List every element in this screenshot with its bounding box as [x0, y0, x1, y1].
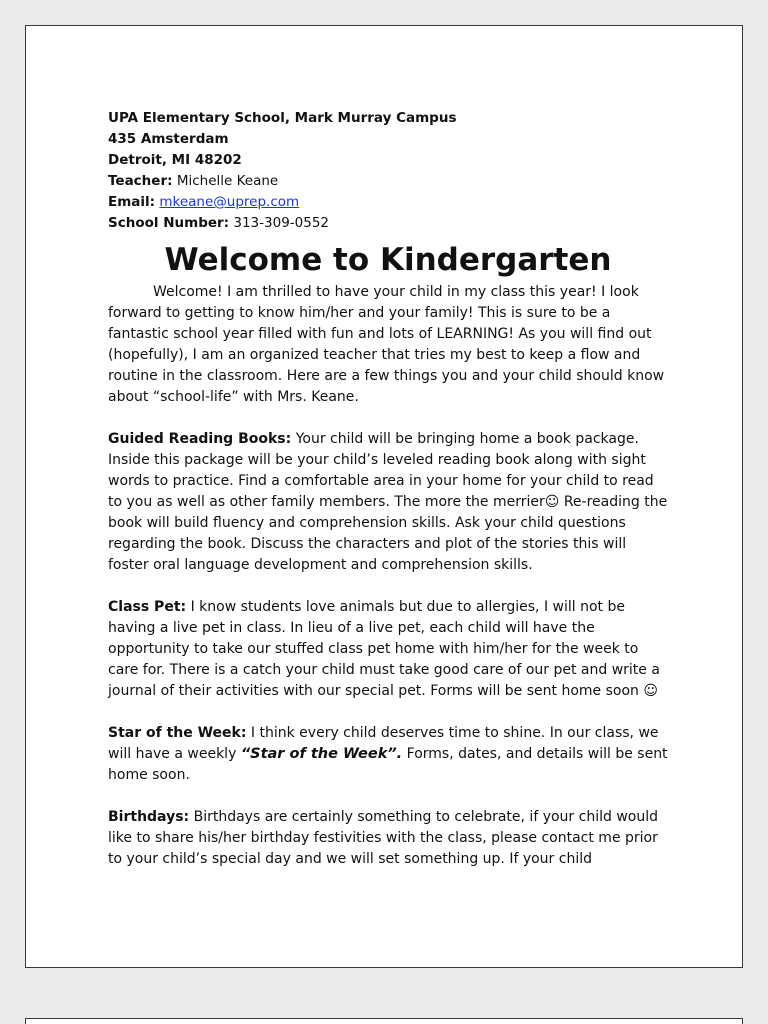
birthdays-text: Birthdays are certainly something to celebrate, if your child would like to share his/her birthday festivities with the class, please contact me prior to your child’s special day and we will set something up. If your child [108, 809, 658, 867]
star-of-week-heading: Star of the Week: [108, 725, 247, 741]
intro-paragraph: Welcome! I am thrilled to have your child in my class this year! I look forward to getting to know him/her and your family! This is sure to be a fantastic school year filled with fun and lots of LEARNING! As you will find out (hopefully), I am an organized teacher that tries my best to keep a flow and routine in the classroom. Here are a few things you and your child should know about “school-life” with Mrs. Keane. [108, 284, 665, 405]
teacher-line [108, 171, 668, 192]
guided-reading-text: Your child will be bringing home a book package. Inside this package will be your child’s leveled reading book along with sight words to practice. Find a comfortable area in your home for your child to read to you as well as other family members. The more the merrier☺ Re-reading the book will build fluency and comprehension skills. Ask your child questions regarding the book. Discuss the characters and plot of the stories this will foster oral language development and comprehension skills. [108, 431, 668, 573]
class-pet-heading: Class Pet: [108, 599, 187, 615]
star-of-week-emphasis: “Star of the Week”. [240, 746, 403, 762]
school-number-label: School Number: [108, 215, 230, 231]
email-label: Email: [108, 194, 156, 210]
page-content [108, 108, 668, 870]
class-pet-paragraph [108, 597, 670, 702]
email-line [108, 192, 668, 213]
school-name: UPA Elementary School, Mark Murray Campus [108, 110, 457, 126]
birthdays-paragraph [108, 807, 670, 870]
star-of-week-text-before: I think every child deserves time to shine. In our class, we will have a weekly [108, 725, 659, 762]
paragraph-gap [108, 786, 668, 807]
star-of-week-paragraph [108, 723, 670, 786]
city-state-zip: Detroit, MI 48202 [108, 152, 242, 168]
guided-reading-heading: Guided Reading Books: [108, 431, 292, 447]
class-pet-text: I know students love animals but due to allergies, I will not be having a live pet in class. In lieu of a live pet, each child will have the opportunity to take our stuffed class pet home with him/her for the week to care for. There is a catch your child must take good care of our pet and write a journal of their activities with our special pet. Forms will be sent home soon ☺ [108, 599, 660, 699]
letterhead [108, 108, 668, 234]
paragraph-gap [108, 576, 668, 597]
school-number-line [108, 213, 668, 234]
email-link[interactable]: mkeane@uprep.com [159, 194, 300, 210]
next-page-edge [25, 1018, 743, 1024]
birthdays-heading: Birthdays: [108, 809, 190, 825]
star-of-week-text-after: Forms, dates, and details will be sent home soon. [108, 746, 668, 783]
teacher-label: Teacher: [108, 173, 173, 189]
school-number: 313-309-0552 [233, 215, 330, 231]
paragraph-gap [108, 408, 668, 429]
guided-reading-paragraph [108, 429, 670, 576]
street-address: 435 Amsterdam [108, 131, 229, 147]
teacher-name: Michelle Keane [176, 173, 279, 189]
page-title: Welcome to Kindergarten [164, 242, 612, 278]
document-page [25, 25, 743, 968]
paragraph-gap [108, 702, 668, 723]
